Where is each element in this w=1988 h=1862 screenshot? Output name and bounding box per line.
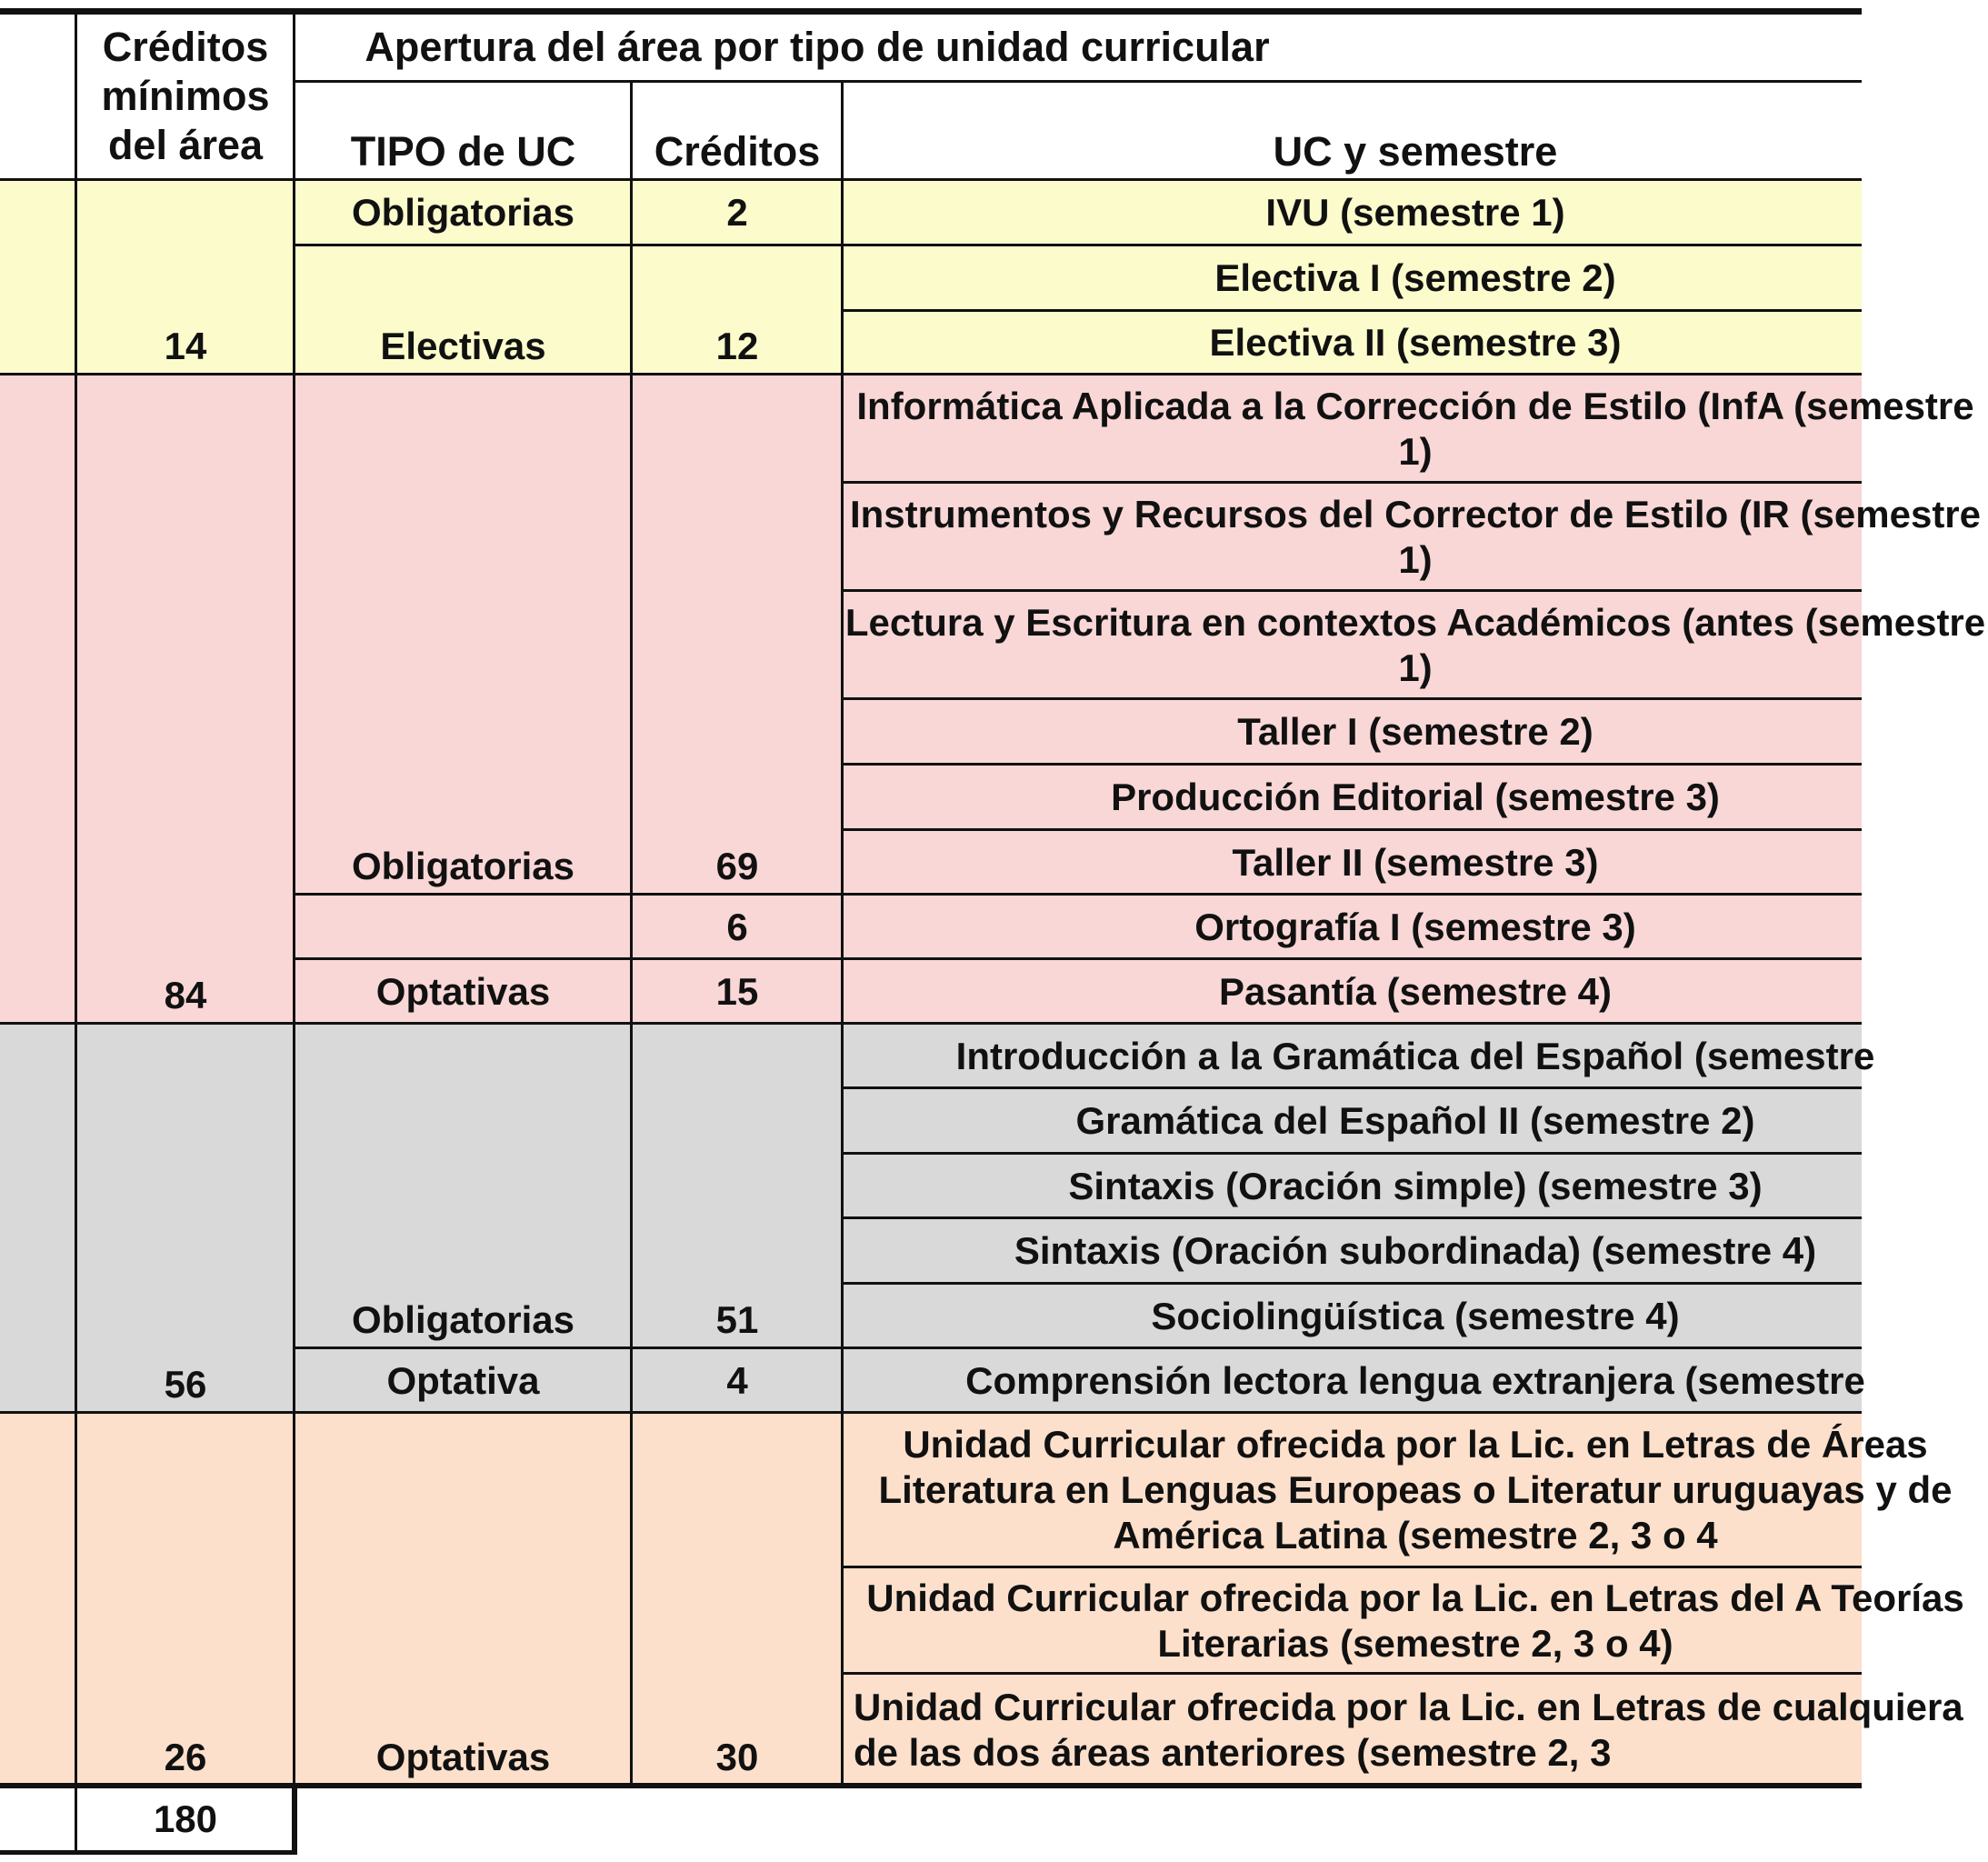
area-1-type-electivas: Electivas bbox=[380, 325, 546, 367]
vline-col3 bbox=[630, 80, 633, 1786]
area-1-min-credits: 14 bbox=[164, 325, 207, 367]
border-top bbox=[0, 8, 1862, 15]
area-4-type-optativas: Optativas bbox=[375, 1736, 551, 1778]
uc-pasantia: Pasantía (semestre 4) bbox=[1219, 969, 1612, 1013]
uc-gramatica-2: Gramática del Español II (semestre 2) bbox=[1075, 1099, 1755, 1142]
area-4-credits-optativas: 30 bbox=[715, 1736, 759, 1778]
total-credits: 180 bbox=[153, 1797, 218, 1840]
uc-electiva-2: Electiva II (semestre 3) bbox=[1209, 321, 1622, 364]
type-column-header: TIPO de UC bbox=[350, 128, 576, 175]
area-1-credits-obligatorias: 2 bbox=[726, 191, 748, 234]
rule-area2-end bbox=[0, 1022, 1862, 1025]
area-2-credits-ortografia: 6 bbox=[726, 905, 748, 948]
uc-informatica-aplicada: Informática Aplicada a la Corrección de Estilo (InfA (semestre 1) bbox=[856, 384, 1974, 473]
rule-area2-r5 bbox=[843, 828, 1862, 831]
min-credits-header: Créditos mínimos del área bbox=[101, 24, 270, 168]
uc-column-header: UC y semestre bbox=[1273, 128, 1558, 175]
rule-area3-r1 bbox=[843, 1086, 1862, 1089]
uc-comprension-lectora: Comprensión lectora lengua extranjera (semestre bbox=[965, 1358, 1865, 1402]
rule-area2-r7 bbox=[295, 957, 1862, 960]
rule-area4-end bbox=[0, 1783, 1862, 1788]
rule-area1-row1 bbox=[295, 244, 1862, 246]
uc-instrumentos-recursos: Instrumentos y Recursos del Corrector de Estilo (IR (semestre 1) bbox=[849, 492, 1982, 581]
rule-area1-row2 bbox=[843, 309, 1862, 312]
uc-sintaxis-simple: Sintaxis (Oración simple) (semestre 3) bbox=[1068, 1164, 1763, 1207]
rule-area3-r3 bbox=[843, 1216, 1862, 1219]
uc-intro-gramatica: Introducción a la Gramática del Español (semestre bbox=[955, 1034, 1875, 1077]
area-1-credits-electivas: 12 bbox=[715, 325, 759, 367]
rule-area3-r4 bbox=[843, 1282, 1862, 1285]
area-2-type-blank bbox=[295, 895, 632, 959]
area-3-type-optativa: Optativa bbox=[386, 1358, 540, 1402]
rule-area2-r3 bbox=[843, 697, 1862, 700]
uc-lectura-escritura: Lectura y Escritura en contextos Académicos (antes (semestre 1) bbox=[844, 600, 1986, 689]
area-2-min-credits: 84 bbox=[164, 974, 207, 1016]
rule-area2-r4 bbox=[843, 763, 1862, 766]
uc-letras-teorias: Unidad Curricular ofrecida por la Lic. en Letras del A Teorías Literarias (semestre 2, 3 o 4) bbox=[866, 1576, 1964, 1665]
rule-under-header bbox=[0, 178, 1862, 181]
rule-area2-r6 bbox=[295, 893, 1862, 896]
rule-area2-r1 bbox=[843, 481, 1862, 484]
uc-electiva-1: Electiva I (semestre 2) bbox=[1214, 256, 1616, 299]
area-3-credits-obligatorias: 51 bbox=[715, 1298, 759, 1341]
rule-total-bottom bbox=[0, 1850, 297, 1855]
area-2-credits-obligatorias: 69 bbox=[715, 845, 759, 887]
rule-area4-r1 bbox=[843, 1566, 1862, 1568]
uc-produccion-editorial: Producción Editorial (semestre 3) bbox=[1111, 776, 1720, 818]
vline-col2-total bbox=[292, 1783, 297, 1855]
area-3-type-obligatorias: Obligatorias bbox=[351, 1298, 575, 1341]
rule-area1-end bbox=[0, 373, 1862, 375]
area-3-min-credits: 56 bbox=[164, 1363, 207, 1406]
vline-col4 bbox=[841, 80, 844, 1786]
area-3-credits-optativa: 4 bbox=[726, 1358, 748, 1402]
uc-taller-1: Taller I (semestre 2) bbox=[1237, 710, 1593, 753]
uc-sintaxis-subordinada: Sintaxis (Oración subordinada) (semestre 4) bbox=[1014, 1229, 1817, 1272]
rule-area3-r2 bbox=[843, 1152, 1862, 1155]
rule-area3-end bbox=[0, 1411, 1862, 1414]
area-4-min-credits: 26 bbox=[164, 1736, 207, 1778]
area-2-type-obligatorias: Obligatorias bbox=[351, 845, 575, 887]
uc-ortografia-1: Ortografía I (semestre 3) bbox=[1194, 905, 1636, 948]
rule-area4-r2 bbox=[843, 1672, 1862, 1675]
rule-area3-r5 bbox=[295, 1346, 1862, 1349]
area-2-credits-optativas: 15 bbox=[715, 969, 759, 1013]
uc-ivu: IVU (semestre 1) bbox=[1265, 191, 1565, 234]
opening-header: Apertura del área por tipo de unidad curricular bbox=[365, 24, 1270, 70]
rule-area2-r2 bbox=[843, 589, 1862, 592]
credits-column-header: Créditos bbox=[654, 128, 821, 175]
area-2-type-optativas: Optativas bbox=[375, 969, 551, 1013]
area-1-type-obligatorias: Obligatorias bbox=[351, 191, 575, 234]
uc-letras-cualquiera: Unidad Curricular ofrecida por la Lic. en Letras de cualquiera de las dos áreas anteriores (semestre 2, 3 bbox=[854, 1685, 1963, 1774]
vline-col2-upper bbox=[293, 13, 295, 1786]
rule-under-opening bbox=[295, 80, 1862, 83]
uc-letras-literatura: Unidad Curricular ofrecida por la Lic. en Letras de Áreas Literatura en Lenguas Europeas o Literatur uruguayas y de América Latina (semestre 2, 3 o 4 bbox=[878, 1423, 1953, 1557]
vline-col1 bbox=[75, 13, 77, 1855]
uc-sociolinguistica: Sociolingüística (semestre 4) bbox=[1151, 1294, 1680, 1337]
uc-taller-2: Taller II (semestre 3) bbox=[1232, 840, 1599, 884]
